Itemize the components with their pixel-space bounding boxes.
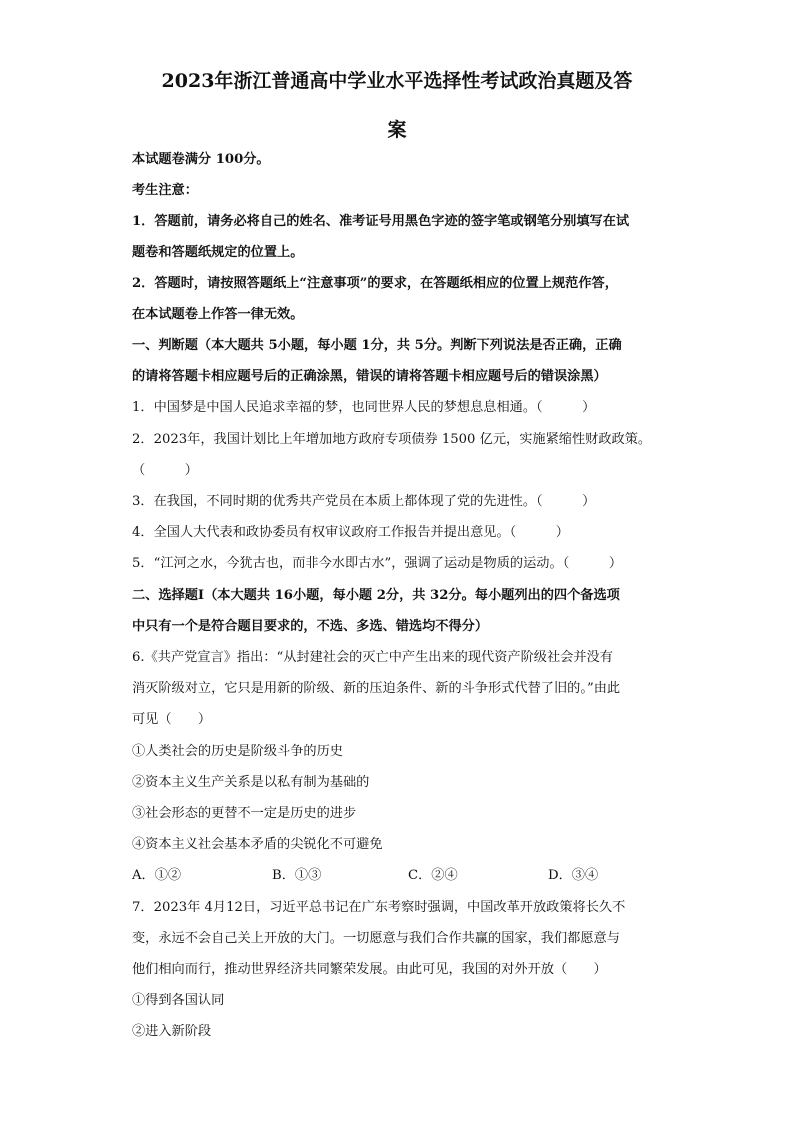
notice-item-2: 2．答题时，请按照答题纸上“注意事项”的要求，在答题纸相应的位置上规范作答， xyxy=(132,276,618,291)
question-7-item-1: ①得到各国认同 xyxy=(132,993,225,1008)
question-4: 4．全国人大代表和政协委员有权审议政府工作报告并提出意见。（ ） xyxy=(132,525,569,540)
section-2-heading: 二、选择题Ⅰ（本大题共 16小题，每小题 2分，共 32分。每小题列出的四个备选项 xyxy=(132,588,620,603)
question-3: 3．在我国，不同时期的优秀共产党员在本质上都体现了党的先进性。（ ） xyxy=(132,494,596,509)
question-6-item-4: ④资本主义社会基本矛盾的尖锐化不可避免 xyxy=(132,837,383,852)
question-7-stem-end: 他们相向而行，推动世界经济共同繁荣发展。由此可见，我国的对外开放（ ） xyxy=(132,962,607,977)
option-a: A．①② xyxy=(132,868,182,883)
question-6-stem-cont: 消灭阶级对立，它只是用新的阶级、新的压迫条件、新的斗争形式代替了旧的。”由此 xyxy=(132,681,621,696)
title-line-2: 案 xyxy=(387,119,407,141)
notice-heading: 考生注意： xyxy=(132,183,198,198)
question-2: 2．2023年，我国计划比上年增加地方政府专项债券 1500 亿元，实施紧缩性财政政策。 xyxy=(132,432,652,447)
question-7-stem-cont: 变，永远不会自己关上开放的大门。一切愿意与我们合作共赢的国家，我们都愿意与 xyxy=(132,931,620,946)
notice-item-2-cont: 在本试题卷上作答一律无效。 xyxy=(132,307,304,322)
full-score-note: 本试题卷满分 100分。 xyxy=(132,152,270,167)
question-6-item-2: ②资本主义生产关系是以私有制为基础的 xyxy=(132,775,370,790)
question-6-stem-end: 可见（ ） xyxy=(132,712,212,727)
section-2-heading-cont: 中只有一个是符合题目要求的，不选、多选、错选均不得分） xyxy=(132,619,489,634)
question-7-item-2: ②进入新阶段 xyxy=(132,1024,212,1039)
question-1: 1．中国梦是中国人民追求幸福的梦，也同世界人民的梦想息息相通。（ ） xyxy=(132,400,596,415)
section-1-heading-cont: 的请将答题卡相应题号后的正确涂黑，错误的请将答题卡相应题号后的错误涂黑） xyxy=(132,369,607,384)
option-c: C．②④ xyxy=(408,868,458,883)
question-6-item-3: ③社会形态的更替不一定是历史的进步 xyxy=(132,806,357,821)
option-b: B．①③ xyxy=(272,868,322,883)
page-title xyxy=(120,57,674,155)
notice-item-1-cont: 题卷和答题纸规定的位置上。 xyxy=(132,245,304,260)
question-6-item-1: ①人类社会的历史是阶级斗争的历史 xyxy=(132,744,343,759)
option-d: D．③④ xyxy=(548,868,599,883)
question-6-stem: 6.《共产党宣言》指出：“从封建社会的灭亡中产生出来的现代资产阶级社会并没有 xyxy=(132,650,613,665)
title-line-1: 2023年浙江普通高中学业水平选择性考试政治真题及答 xyxy=(161,70,633,92)
question-7-stem: 7．2023年 4月12日，习近平总书记在广东考察时强调，中国改革开放政策将长久不 xyxy=(132,900,626,915)
question-5: 5．“江河之水，今犹古也，而非今水即古水”，强调了运动是物质的运动。（ ） xyxy=(132,556,623,571)
question-2-blank: （ ） xyxy=(132,463,198,478)
notice-item-1: 1．答题前，请务必将自己的姓名、准考证号用黑色字迹的签字笔或钢笔分别填写在试 xyxy=(132,214,630,229)
section-1-heading: 一、判断题（本大题共 5小题，每小题 1分，共 5分。判断下列说法是否正确，正确 xyxy=(132,338,622,353)
